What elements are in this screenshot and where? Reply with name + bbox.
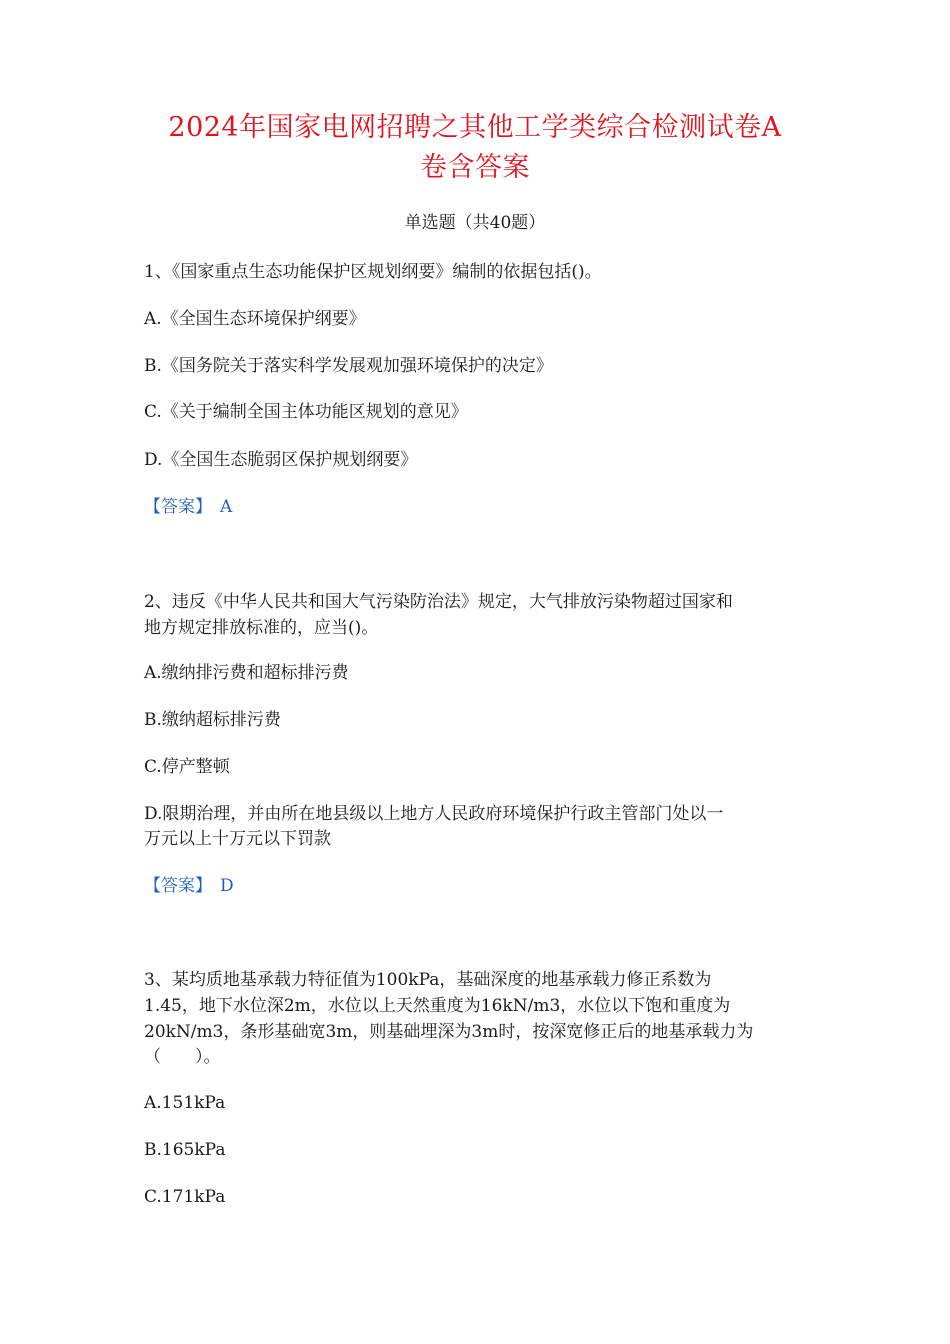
question-1-answer (144, 493, 820, 521)
question-2-answer (144, 872, 820, 900)
document-title (120, 108, 830, 188)
question-2-stem-line-2: 地方规定排放标准的，应当()。 (144, 618, 379, 638)
answer-value: D (220, 876, 234, 896)
question-2-option-c: C.停产整顿 (144, 757, 230, 777)
question-1-option-d: D.《全国生态脆弱区保护规划纲要》 (144, 450, 418, 470)
question-3-option-a: A.151kPa (144, 1093, 226, 1113)
question-3-option-c: C.171kPa (144, 1187, 226, 1207)
question-1-option-b: B.《国务院关于落实科学发展观加强环境保护的决定》 (144, 356, 553, 376)
question-1-option-c: C.《关于编制全国主体功能区规划的意见》 (144, 402, 468, 422)
question-1-option-a: A.《全国生态环境保护纲要》 (144, 309, 366, 329)
question-3-stem-line-3: 20kN/m3，条形基础宽3m，则基础埋深为3m时，按深宽修正后的地基承载力为 (144, 1022, 754, 1042)
answer-value: A (220, 497, 233, 517)
question-2-option-b: B.缴纳超标排污费 (144, 710, 281, 730)
question-1-stem: 1、《国家重点生态功能保护区规划纲要》编制的依据包括()。 (144, 262, 602, 282)
question-3-stem-line-4: （ ）。 (144, 1047, 221, 1067)
question-2-option-d-line-1: D.限期治理，并由所在地县级以上地方人民政府环境保护行政主管部门处以一 (144, 804, 724, 824)
answer-label: 【答案】 (144, 497, 212, 517)
question-3-stem-line-1: 3、某均质地基承载力特征值为100kPa，基础深度的地基承载力修正系数为 (144, 970, 712, 990)
question-2-stem-line-1: 2、违反《中华人民共和国大气污染防治法》规定，大气排放污染物超过国家和 (144, 592, 733, 612)
question-3-option-b: B.165kPa (144, 1140, 226, 1160)
title-line-1: 2024年国家电网招聘之其他工学类综合检测试卷A (168, 112, 782, 143)
section-heading: 单选题（共40题） (404, 213, 546, 233)
title-line-2: 卷含答案 (420, 152, 530, 183)
question-3-stem-line-2: 1.45，地下水位深2m，水位以上天然重度为16kN/m3，水位以下饱和重度为 (144, 996, 731, 1016)
question-2-option-a: A.缴纳排污费和超标排污费 (144, 663, 349, 683)
question-2-option-d-line-2: 万元以上十万元以下罚款 (144, 829, 331, 849)
answer-label: 【答案】 (144, 876, 212, 896)
